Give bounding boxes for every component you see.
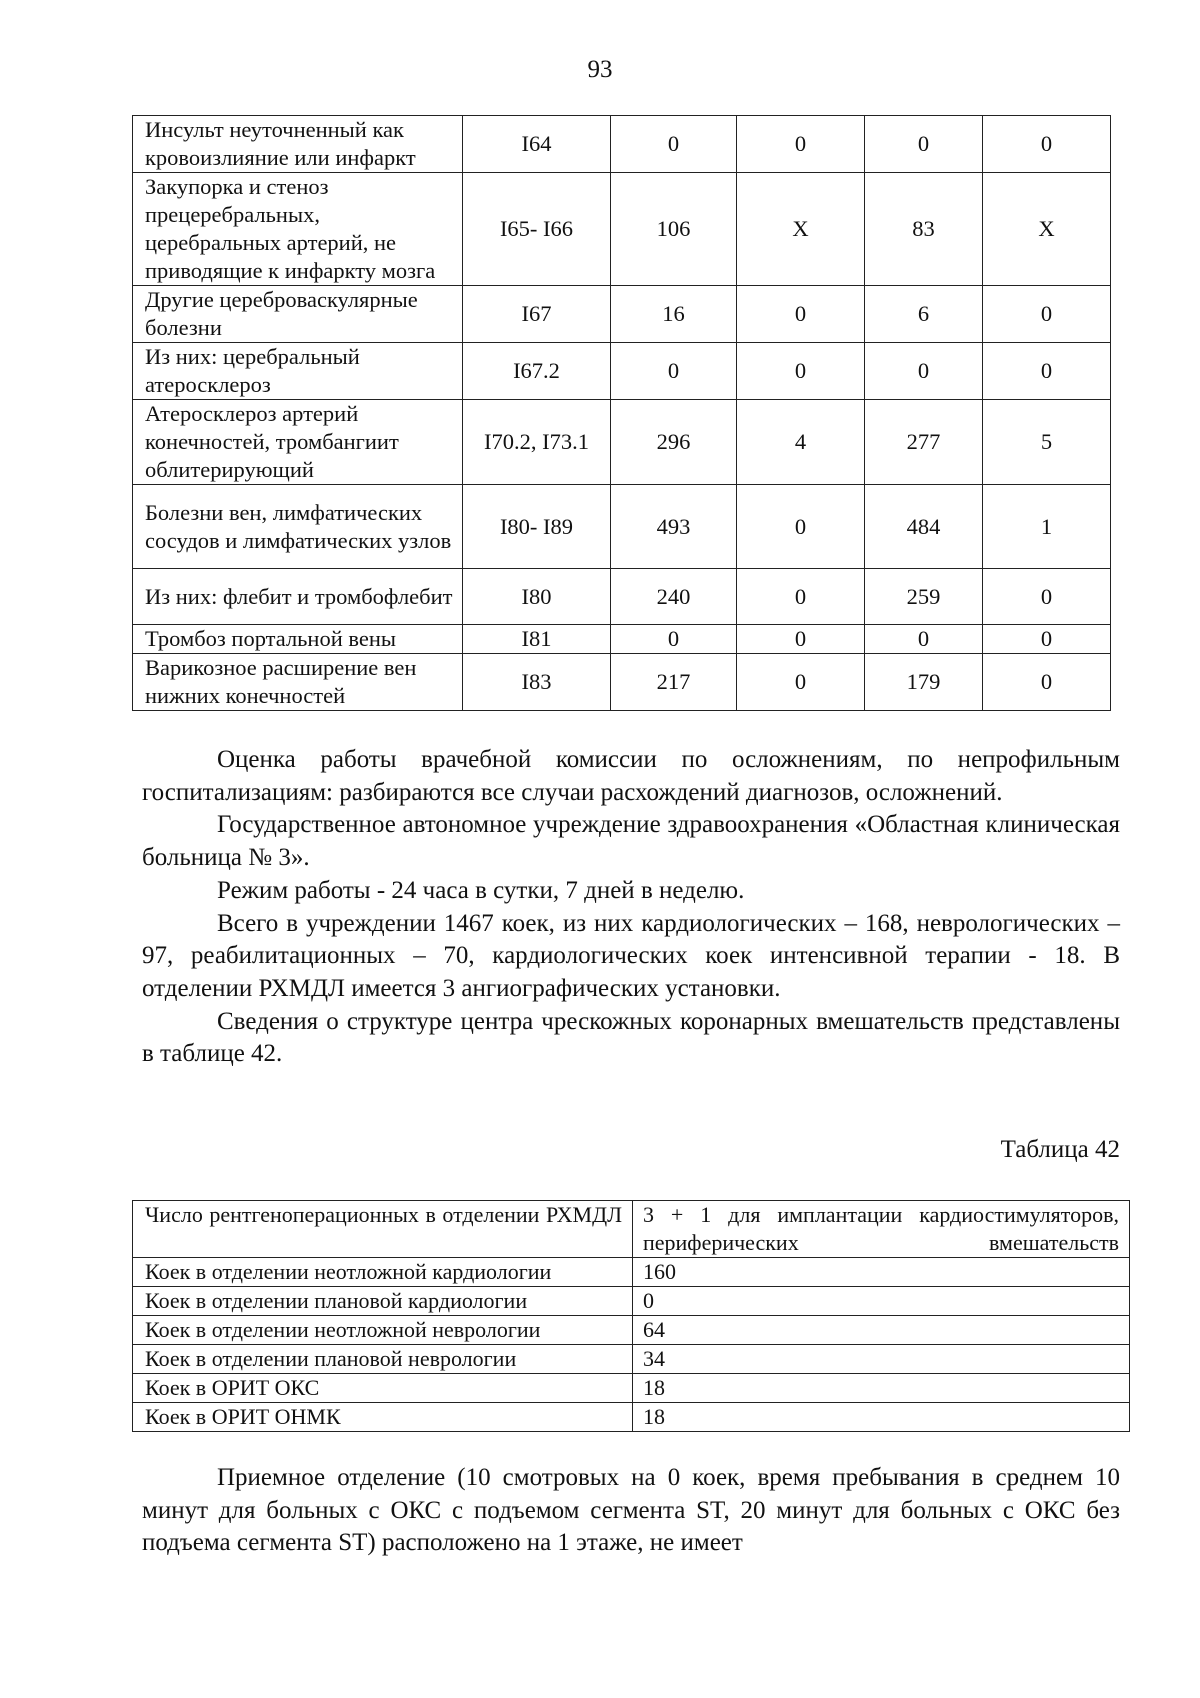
paragraph: Государственное автономное учреждение здравоохранения «Областная клиническая больница № 3». xyxy=(142,811,1120,872)
table-42 xyxy=(132,1200,1130,1432)
value-cell: 0 xyxy=(865,116,983,173)
value-cell: 0 xyxy=(611,625,737,654)
value-cell: 0 xyxy=(983,625,1111,654)
value-cell: 0 xyxy=(737,654,865,711)
value-cell: 0 xyxy=(737,116,865,173)
value-cell: 259 xyxy=(865,569,983,625)
table-caption: Таблица 42 xyxy=(1000,1136,1120,1163)
value-cell: 5 xyxy=(983,400,1111,485)
value-cell: 277 xyxy=(865,400,983,485)
row-value: 18 xyxy=(633,1403,1130,1432)
value-cell: 0 xyxy=(983,116,1111,173)
table-row xyxy=(133,1287,1130,1316)
paragraph: Приемное отделение (10 смотровых на 0 коек, время пребывания в среднем 10 минут для больных с ОКС с подъемом сегмента ST, 20 минут для больных с ОКС без подъема сегмента ST) расположено на 1 этаже, не имеет xyxy=(142,1464,1120,1557)
icd-code: I70.2, I73.1 xyxy=(463,400,611,485)
row-label: Число рентгеноперационных в отделении РХМДЛ xyxy=(133,1201,633,1258)
table-row xyxy=(133,569,1111,625)
value-cell: 0 xyxy=(865,625,983,654)
table-row xyxy=(133,654,1111,711)
paragraph: Сведения о структуре центра чрескожных коронарных вмешательств представлены в таблице 42. xyxy=(142,1007,1120,1068)
row-value: 34 xyxy=(633,1345,1130,1374)
value-cell: 16 xyxy=(611,286,737,343)
table-row xyxy=(133,116,1111,173)
body-text-continued xyxy=(142,1462,1120,1560)
value-cell: 6 xyxy=(865,286,983,343)
value-cell: 0 xyxy=(737,485,865,569)
value-cell: 0 xyxy=(611,343,737,400)
paragraph: Оценка работы врачебной комиссии по осложнениям, по непрофильным госпитализациям: разбираются все случаи расхождений диагнозов, осложнений. xyxy=(142,746,1120,806)
row-value: 160 xyxy=(633,1258,1130,1287)
table-row xyxy=(133,1403,1130,1432)
value-cell: 484 xyxy=(865,485,983,569)
value-cell: 296 xyxy=(611,400,737,485)
paragraph: Режим работы - 24 часа в сутки, 7 дней в неделю. xyxy=(217,876,745,904)
paragraph: Всего в учреждении 1467 коек, из них кардиологических – 168, неврологических – 97, реабилитационных – 70, кардиологических коек интенсивной терапии - 18. В отделении РХМДЛ имеется 3 ангиографических установки. xyxy=(142,909,1120,1002)
icd-code: I64 xyxy=(463,116,611,173)
disease-name: Из них: церебральный атеросклероз xyxy=(133,343,463,400)
disease-name: Варикозное расширение вен нижних конечностей xyxy=(133,654,463,711)
value-cell: 0 xyxy=(737,569,865,625)
table-row xyxy=(133,1374,1130,1403)
row-value: 18 xyxy=(633,1374,1130,1403)
value-cell: 217 xyxy=(611,654,737,711)
row-value: 0 xyxy=(633,1287,1130,1316)
icd-code: I81 xyxy=(463,625,611,654)
value-cell: 0 xyxy=(983,286,1111,343)
value-cell: Х xyxy=(737,173,865,286)
value-cell: 493 xyxy=(611,485,737,569)
table-row xyxy=(133,400,1111,485)
body-text xyxy=(142,744,1120,1071)
value-cell: 1 xyxy=(983,485,1111,569)
disease-name: Атеросклероз артерий конечностей, тромбангиит облитерирующий xyxy=(133,400,463,485)
icd-code: I83 xyxy=(463,654,611,711)
value-cell: 179 xyxy=(865,654,983,711)
disease-name: Болезни вен, лимфатических сосудов и лимфатических узлов xyxy=(133,485,463,569)
value-cell: 0 xyxy=(983,343,1111,400)
table-row xyxy=(133,286,1111,343)
table-row xyxy=(133,1258,1130,1287)
table-row xyxy=(133,625,1111,654)
value-cell: 0 xyxy=(737,625,865,654)
value-cell: 0 xyxy=(611,116,737,173)
disease-name: Другие цереброваскулярные болезни xyxy=(133,286,463,343)
icd-code: I67.2 xyxy=(463,343,611,400)
value-cell: Х xyxy=(983,173,1111,286)
value-cell: 0 xyxy=(737,286,865,343)
row-label: Коек в ОРИТ ОКС xyxy=(133,1374,633,1403)
value-cell: 0 xyxy=(737,343,865,400)
value-cell: 4 xyxy=(737,400,865,485)
row-value: 3 + 1 для имплантации кардиостимуляторов, периферических вмешательств xyxy=(633,1201,1130,1258)
value-cell: 106 xyxy=(611,173,737,286)
value-cell: 240 xyxy=(611,569,737,625)
icd-code: I65- I66 xyxy=(463,173,611,286)
table-row xyxy=(133,485,1111,569)
row-label: Коек в отделении неотложной кардиологии xyxy=(133,1258,633,1287)
value-cell: 0 xyxy=(983,654,1111,711)
value-cell: 83 xyxy=(865,173,983,286)
diseases-table xyxy=(132,115,1111,711)
disease-name: Из них: флебит и тромбофлебит xyxy=(133,569,463,625)
table-row xyxy=(133,1316,1130,1345)
icd-code: I80 xyxy=(463,569,611,625)
icd-code: I80- I89 xyxy=(463,485,611,569)
value-cell: 0 xyxy=(865,343,983,400)
icd-code: I67 xyxy=(463,286,611,343)
row-label: Коек в отделении неотложной неврологии xyxy=(133,1316,633,1345)
page-number: 93 xyxy=(587,56,613,83)
row-label: Коек в отделении плановой кардиологии xyxy=(133,1287,633,1316)
row-label: Коек в ОРИТ ОНМК xyxy=(133,1403,633,1432)
disease-name: Тромбоз портальной вены xyxy=(133,625,463,654)
row-label: Коек в отделении плановой неврологии xyxy=(133,1345,633,1374)
table-row xyxy=(133,173,1111,286)
table-row xyxy=(133,1345,1130,1374)
disease-name: Инсульт неуточненный как кровоизлияние или инфаркт xyxy=(133,116,463,173)
table-row xyxy=(133,1201,1130,1258)
table-row xyxy=(133,343,1111,400)
row-value: 64 xyxy=(633,1316,1130,1345)
value-cell: 0 xyxy=(983,569,1111,625)
disease-name: Закупорка и стеноз прецеребральных, церебральных артерий, не приводящие к инфаркту мозга xyxy=(133,173,463,286)
